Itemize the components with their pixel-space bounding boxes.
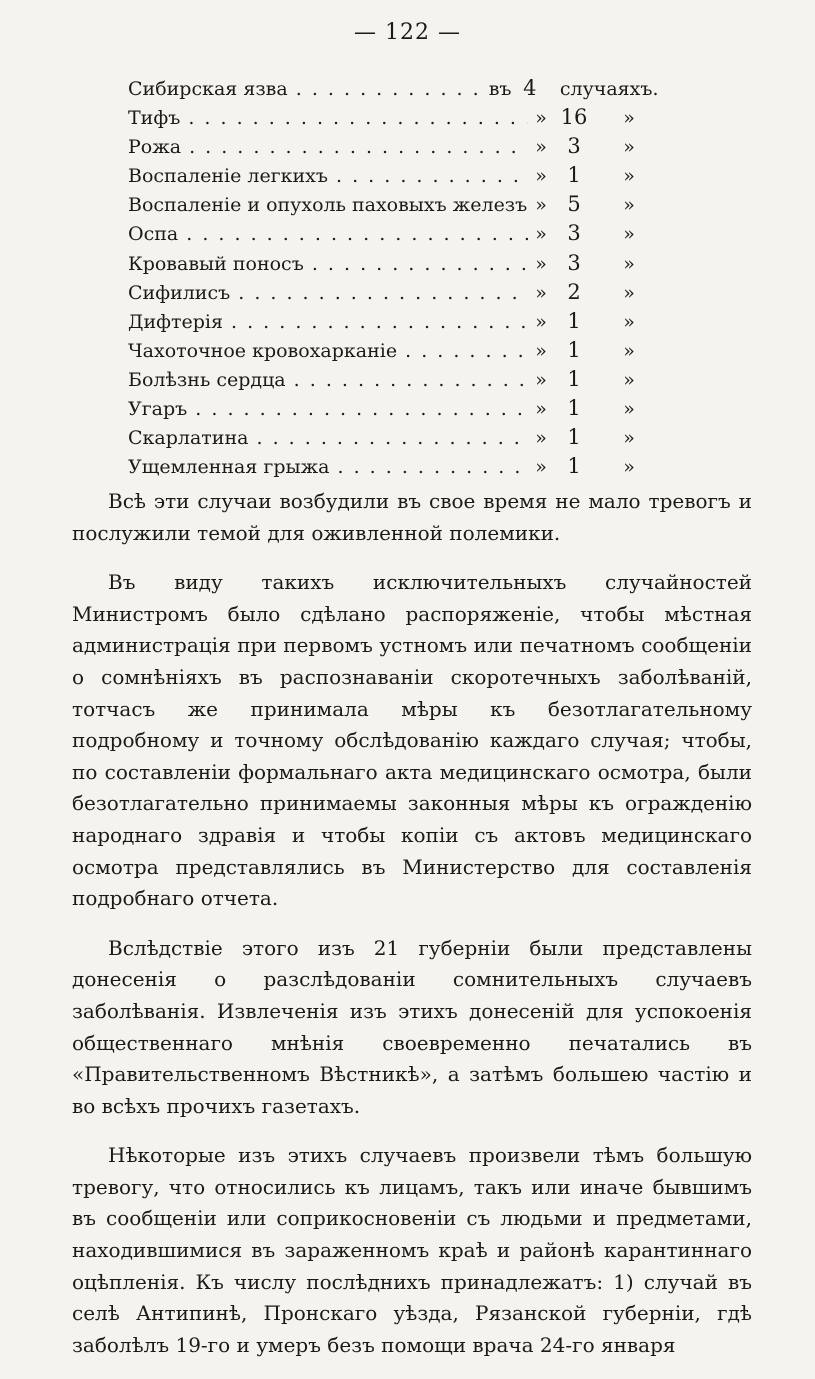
table-row	[128, 251, 668, 280]
ditto-mark: »	[535, 281, 547, 304]
ditto-mark: »	[623, 252, 635, 275]
ditto-mark: »	[535, 427, 547, 450]
table-row	[128, 134, 668, 163]
case-count: 3	[567, 134, 581, 159]
disease-name: Ущемленная грыжа . . .	[128, 456, 528, 478]
table-row	[128, 163, 668, 192]
ditto-mark: »	[535, 165, 547, 188]
disease-name: Сибирская язва . . .	[128, 78, 488, 100]
disease-name: Оспа . . .	[128, 223, 528, 245]
ditto-mark: »	[535, 398, 547, 421]
paragraph: Вслѣдствіе этого изъ 21 губерніи были представлены донесенія о разслѣдованіи сомнительныхъ случаевъ заболѣванія. Извлеченія изъ этихъ донесеній для успокоенія общественнаго мнѣнія своевременно печатались въ «Правительственномъ Вѣстникѣ», а затѣмъ большею частію и во всѣхъ прочихъ газетахъ.	[72, 935, 752, 1118]
disease-name: Рожа . . .	[128, 136, 528, 158]
case-count: 3	[567, 250, 581, 275]
case-count: 1	[567, 396, 581, 421]
ditto-mark: »	[623, 136, 635, 159]
disease-name: Чахоточное кровохарканіе . . .	[128, 340, 528, 362]
case-count: 5	[567, 192, 581, 217]
table-row	[128, 367, 668, 396]
case-count: 16	[560, 105, 588, 130]
table-row	[128, 105, 668, 134]
ditto-mark: »	[623, 427, 635, 450]
ditto-mark: »	[535, 194, 547, 217]
ditto-mark: »	[535, 456, 547, 479]
case-count: 1	[567, 163, 581, 188]
ditto-mark: »	[623, 107, 635, 130]
disease-name: Воспаленіе легкихъ . . .	[128, 165, 528, 187]
paragraph: Всѣ эти случаи возбудили въ свое время не мало тревогъ и послужили темой для оживленной полемики.	[72, 489, 752, 545]
ditto-mark: »	[623, 456, 635, 479]
case-count: 2	[567, 279, 581, 304]
ditto-mark: »	[623, 368, 635, 391]
table-row	[128, 280, 668, 309]
disease-name: Воспаленіе и опухоль паховыхъ железъ . . .	[128, 194, 528, 216]
case-count: 1	[567, 337, 581, 362]
ditto-mark: »	[623, 194, 635, 217]
table-row	[128, 76, 668, 105]
ditto-mark: »	[623, 223, 635, 246]
body-text	[72, 486, 752, 1379]
disease-name: Дифтерія . . .	[128, 311, 528, 333]
case-count: 1	[567, 308, 581, 333]
table-row	[128, 454, 668, 483]
disease-name: Болѣзнь сердца . . .	[128, 369, 528, 391]
disease-name: Сифилисъ . . .	[128, 282, 528, 304]
ditto-mark: »	[535, 368, 547, 391]
disease-name: Угаръ . . .	[128, 398, 528, 420]
disease-name: Скарлатина . . .	[128, 427, 528, 449]
ditto-mark: »	[535, 310, 547, 333]
preposition: въ	[488, 78, 512, 100]
ditto-mark: »	[623, 339, 635, 362]
ditto-mark: »	[623, 398, 635, 421]
table-row	[128, 396, 668, 425]
table-row	[128, 338, 668, 367]
paragraph: Въ виду такихъ исключительныхъ случайностей Министромъ было сдѣлано распоряженіе, чтобы мѣстная администрація при первомъ устномъ или печатномъ сообщеніи о сомнѣніяхъ въ распознаваніи скоротечныхъ заболѣваній, тотчасъ же принимала мѣры къ безотлагательному подробному и точному обслѣдованію каждаго случая; чтобы, по составленіи формальнаго акта медицинскаго осмотра, были безотлагательно принимаемы законныя мѣры къ огражденію народнаго здравія и чтобы копіи съ актовъ медицинскаго осмотра представлялись въ Министерство для составленія подробнаго отчета.	[72, 570, 752, 911]
ditto-mark: »	[623, 165, 635, 188]
table-row	[128, 221, 668, 250]
case-count: 3	[567, 221, 581, 246]
ditto-mark: »	[535, 136, 547, 159]
page-number: — 122 —	[354, 20, 461, 45]
ditto-mark: »	[535, 223, 547, 246]
ditto-mark: »	[535, 252, 547, 275]
case-count: 1	[567, 425, 581, 450]
table-row	[128, 192, 668, 221]
ditto-mark: »	[535, 339, 547, 362]
disease-name: Кровавый поносъ . . .	[128, 253, 528, 275]
case-count: 4	[523, 76, 537, 100]
ditto-mark: »	[623, 310, 635, 333]
case-unit: случаяхъ.	[559, 78, 659, 100]
table-row	[128, 425, 668, 454]
ditto-mark: »	[535, 107, 547, 130]
ditto-mark: »	[623, 281, 635, 304]
case-count: 1	[567, 366, 581, 391]
case-count: 1	[567, 454, 581, 479]
disease-name: Тифъ . . .	[128, 107, 528, 129]
disease-table	[128, 76, 668, 483]
table-row	[128, 309, 668, 338]
paragraph: Нѣкоторые изъ этихъ случаевъ произвели тѣмъ большую тревогу, что относились къ лицамъ, такъ или иначе бывшимъ въ сообщеніи или соприкосновеніи съ людьми и предметами, находившимися въ зараженномъ краѣ и районѣ карантиннаго оцѣпленія. Къ числу послѣднихъ принадлежатъ: 1) случай въ селѣ Антипинѣ, Пронскаго уѣзда, Рязанской губерніи, гдѣ заболѣлъ 19-го и умеръ безъ помощи врача 24-го января	[72, 1143, 752, 1357]
